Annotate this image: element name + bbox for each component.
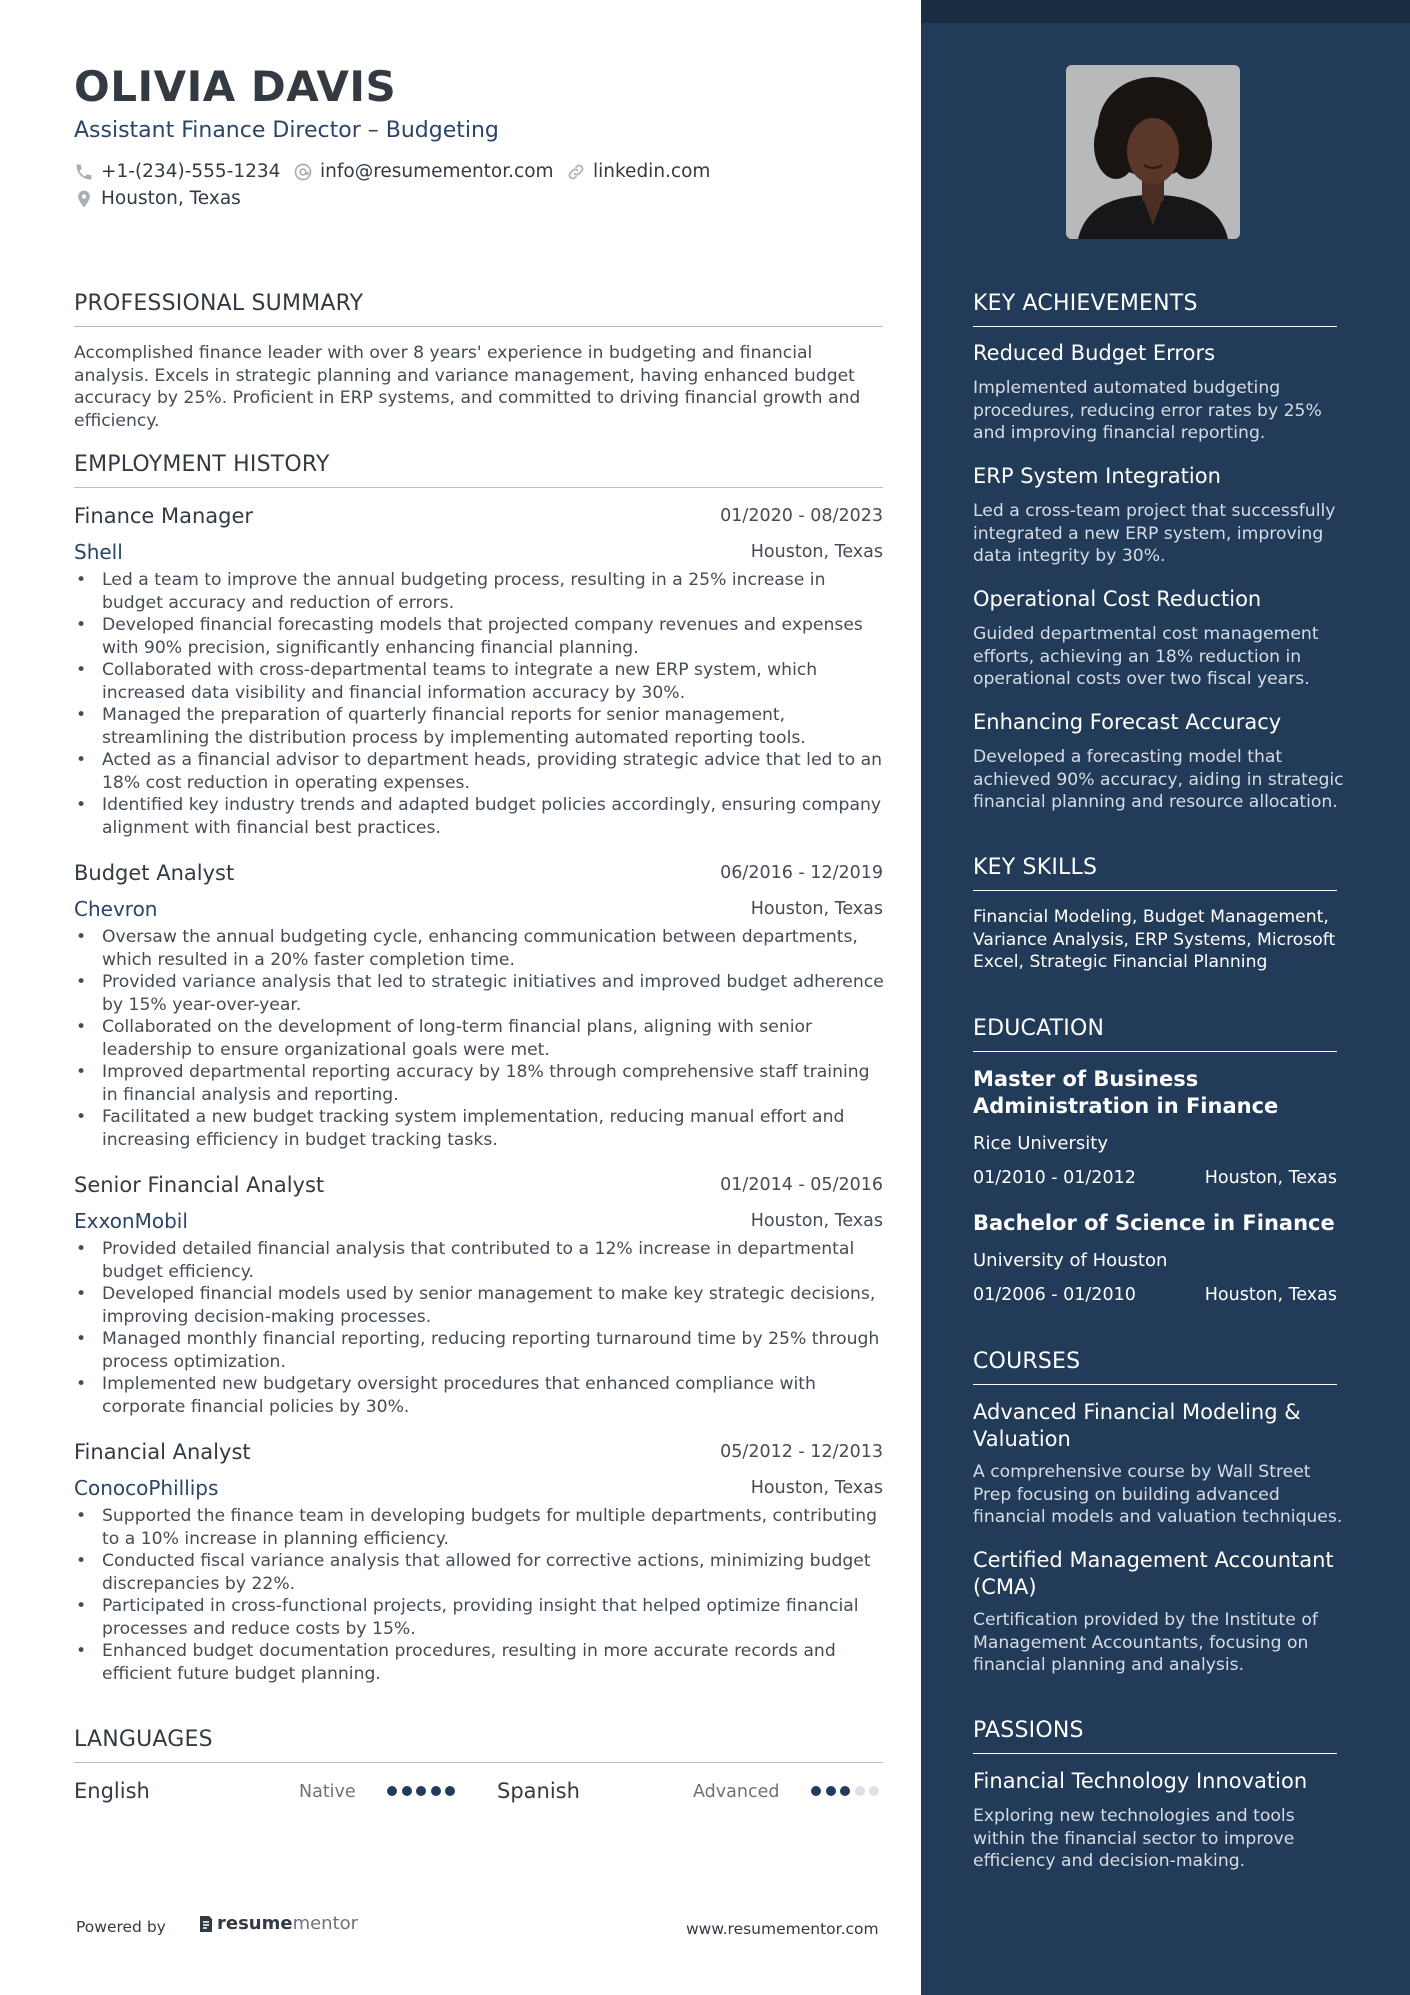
rating-dot-filled [445, 1786, 455, 1796]
job-title: Senior Financial Analyst [74, 1173, 325, 1197]
contact-location [74, 188, 241, 209]
job-bullet: • Managed the preparation of quarterly financial reports for senior management, streamlining the distribution process by implementing automated reporting tools. [74, 704, 884, 749]
skills-list: Financial Modeling, Budget Management, Variance Analysis, ERP Systems, Microsoft Excel, Strategic Financial Planning [973, 907, 1336, 972]
link-icon [566, 162, 586, 182]
achievement-title: ERP System Integration [973, 464, 1221, 488]
achievement-title: Operational Cost Reduction [973, 587, 1262, 611]
course-text: A comprehensive course by Wall Street Prep focusing on building advanced financial models and valuation techniques. [973, 1462, 1343, 1527]
job-dates: 05/2012 - 12/2013 [720, 1442, 883, 1462]
footer-logo[interactable] [198, 1913, 358, 1934]
contact-phone[interactable] [74, 161, 280, 182]
rating-dot-filled [387, 1786, 397, 1796]
rating-dot-empty [855, 1786, 865, 1796]
job-bullets [74, 1238, 884, 1418]
passion-text: Exploring new technologies and tools within the financial sector to improve efficiency and decision-making. [973, 1806, 1295, 1871]
job-bullet: • Facilitated a new budget tracking system implementation, reducing manual effort and increasing efficiency in budget tracking tasks. [74, 1106, 884, 1151]
at-icon [293, 162, 313, 182]
job-title: Budget Analyst [74, 861, 235, 885]
job-location: Houston, Texas [750, 542, 883, 562]
footer-url[interactable]: www.resumementor.com [686, 1920, 879, 1938]
footer-logo-bold: resume [217, 1913, 293, 1934]
job-bullet: • Collaborated on the development of long-term financial plans, aligning with senior leadership to ensure organizational goals were met. [74, 1016, 884, 1061]
profile-photo-illustration [1066, 65, 1240, 239]
employment-heading: EMPLOYMENT HISTORY [74, 452, 883, 488]
education-dates: 01/2006 - 01/2010 [973, 1285, 1136, 1305]
education-dates: 01/2010 - 01/2012 [973, 1168, 1136, 1188]
candidate-title: Assistant Finance Director – Budgeting [74, 118, 499, 143]
education-school: University of Houston [973, 1250, 1168, 1271]
job-bullet: • Oversaw the annual budgeting cycle, enhancing communication between departments, which resulted in a 20% faster completion time. [74, 926, 884, 971]
contact-email[interactable] [293, 161, 554, 182]
achievements-heading: KEY ACHIEVEMENTS [973, 291, 1337, 327]
job-location: Houston, Texas [750, 1478, 883, 1498]
job-bullet: • Improved departmental reporting accuracy by 18% through comprehensive staff training in financial analysis and reporting. [74, 1061, 884, 1106]
footer-powered-by: Powered by [76, 1918, 166, 1936]
course-title: Advanced Financial Modeling & Valuation [973, 1400, 1301, 1451]
job-bullet: • Implemented new budgetary oversight procedures that enhanced compliance with corporate financial policies by 30%. [74, 1373, 884, 1418]
job-bullet: • Conducted fiscal variance analysis that allowed for corrective actions, minimizing budget discrepancies by 22%. [74, 1550, 884, 1595]
job-bullets [74, 926, 884, 1151]
job-bullet: • Collaborated with cross-departmental teams to integrate a new ERP system, which increased data visibility and financial information accuracy by 30%. [74, 659, 884, 704]
job-company: Chevron [74, 897, 158, 921]
job-title: Financial Analyst [74, 1440, 251, 1464]
rating-dot-filled [431, 1786, 441, 1796]
location-pin-icon [74, 189, 94, 209]
rating-dot-filled [840, 1786, 850, 1796]
footer-logo-light: mentor [292, 1913, 359, 1934]
job-title: Finance Manager [74, 504, 254, 528]
job-bullet: • Identified key industry trends and adapted budget policies accordingly, ensuring company alignment with financial best practices. [74, 794, 884, 839]
course-title: Certified Management Accountant (CMA) [973, 1548, 1334, 1599]
achievement-text: Led a cross-team project that successfully integrated a new ERP system, improving data integrity by 30%. [973, 501, 1336, 566]
course-text: Certification provided by the Institute of Management Accountants, focusing on financial planning and analysis. [973, 1610, 1318, 1675]
job-bullet: • Developed financial models used by senior management to make key strategic decisions, improving decision-making processes. [74, 1283, 884, 1328]
email-text: info@resumementor.com [320, 161, 554, 182]
languages-heading: LANGUAGES [74, 1727, 883, 1763]
job-bullet: • Led a team to improve the annual budgeting process, resulting in a 25% increase in budget accuracy and reduction of errors. [74, 569, 884, 614]
job-bullet: • Provided variance analysis that led to strategic initiatives and improved budget adherence by 15% year-over-year. [74, 971, 884, 1016]
job-dates: 01/2014 - 05/2016 [720, 1175, 883, 1195]
job-location: Houston, Texas [750, 899, 883, 919]
job-bullet: • Enhanced budget documentation procedures, resulting in more accurate records and efficient future budget planning. [74, 1640, 884, 1685]
language-name: Spanish [497, 1779, 580, 1803]
profile-photo [1066, 65, 1240, 239]
rating-dot-filled [811, 1786, 821, 1796]
job-location: Houston, Texas [750, 1211, 883, 1231]
job-company: ConocoPhillips [74, 1476, 219, 1500]
job-dates: 06/2016 - 12/2019 [720, 863, 883, 883]
rating-dot-filled [826, 1786, 836, 1796]
job-bullet: • Managed monthly financial reporting, reducing reporting turnaround time by 25% through process optimization. [74, 1328, 884, 1373]
education-degree: Master of Business Administration in Finance [973, 1067, 1279, 1118]
language-rating-spanish [811, 1786, 884, 1796]
linkedin-text: linkedin.com [593, 161, 711, 182]
job-bullets [74, 1505, 884, 1685]
contact-linkedin[interactable] [566, 161, 710, 182]
job-dates: 01/2020 - 08/2023 [720, 506, 883, 526]
candidate-name: OLIVIA DAVIS [74, 62, 397, 111]
summary-text: Accomplished finance leader with over 8 years' experience in budgeting and financial analysis. Excels in strategic planning and variance management, having enhanced budget accuracy by 25%. Proficient in ERP systems, and committed to driving financial growth and efficiency. [74, 343, 861, 431]
sidebar-top-band [921, 0, 1410, 23]
language-name: English [74, 1779, 150, 1803]
achievement-title: Reduced Budget Errors [973, 341, 1216, 365]
job-bullet: • Supported the finance team in developing budgets for multiple departments, contributing to a 10% increase in planning efficiency. [74, 1505, 884, 1550]
achievement-title: Enhancing Forecast Accuracy [973, 710, 1282, 734]
passion-title: Financial Technology Innovation [973, 1769, 1308, 1793]
phone-text: +1-(234)-555-1234 [101, 161, 281, 182]
courses-heading: COURSES [973, 1349, 1337, 1385]
rating-dot-empty [869, 1786, 879, 1796]
achievement-text: Developed a forecasting model that achieved 90% accuracy, aiding in strategic financial planning and resource allocation. [973, 747, 1344, 812]
rating-dot-filled [402, 1786, 412, 1796]
language-level: Advanced [693, 1782, 780, 1802]
language-rating-english [387, 1786, 460, 1796]
job-company: ExxonMobil [74, 1209, 188, 1233]
achievement-text: Implemented automated budgeting procedures, reducing error rates by 25% and improving financial reporting. [973, 378, 1322, 443]
education-location: Houston, Texas [1204, 1285, 1337, 1305]
sidebar [921, 0, 1410, 1995]
job-bullet: • Participated in cross-functional projects, providing insight that helped optimize financial processes and reduce costs by 15%. [74, 1595, 884, 1640]
education-heading: EDUCATION [973, 1016, 1337, 1052]
resumementor-logo-icon [198, 1914, 214, 1934]
language-level: Native [299, 1782, 356, 1802]
job-bullet: • Provided detailed financial analysis that contributed to a 12% increase in departmental budget efficiency. [74, 1238, 884, 1283]
job-bullet: • Developed financial forecasting models that projected company revenues and expenses with 90% precision, significantly enhancing financial planning. [74, 614, 884, 659]
summary-heading: PROFESSIONAL SUMMARY [74, 291, 883, 327]
job-company: Shell [74, 540, 123, 564]
education-location: Houston, Texas [1204, 1168, 1337, 1188]
rating-dot-filled [416, 1786, 426, 1796]
location-text: Houston, Texas [101, 188, 241, 209]
achievement-text: Guided departmental cost management efforts, achieving an 18% reduction in operational costs over two fiscal years. [973, 624, 1319, 689]
education-degree: Bachelor of Science in Finance [973, 1211, 1335, 1235]
education-school: Rice University [973, 1133, 1108, 1154]
job-bullet: • Acted as a financial advisor to department heads, providing strategic advice that led to an 18% cost reduction in operating expenses. [74, 749, 884, 794]
phone-icon [74, 162, 94, 182]
skills-heading: KEY SKILLS [973, 855, 1337, 891]
job-bullets [74, 569, 884, 839]
passions-heading: PASSIONS [973, 1718, 1337, 1754]
